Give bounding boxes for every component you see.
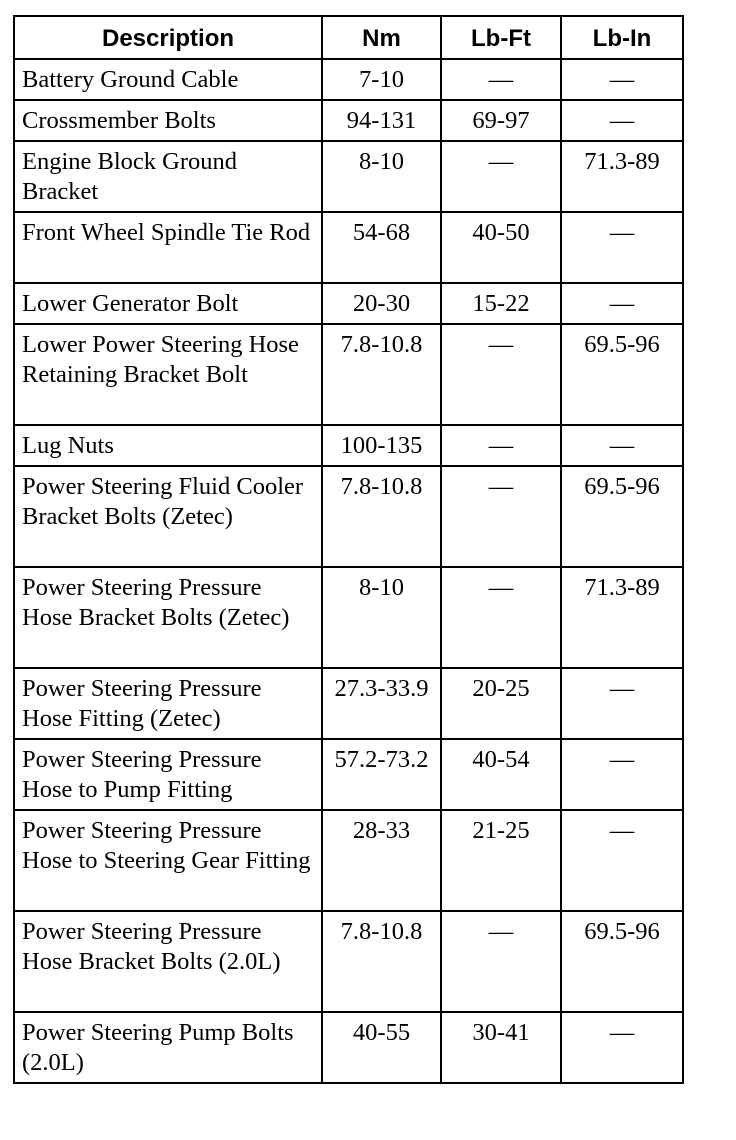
cell-nm: 94-131 bbox=[322, 100, 441, 141]
cell-nm: 7-10 bbox=[322, 59, 441, 100]
cell-lbft: 20-25 bbox=[441, 668, 561, 739]
cell-nm: 8-10 bbox=[322, 141, 441, 212]
cell-lbft: 15-22 bbox=[441, 283, 561, 324]
cell-lbft: — bbox=[441, 567, 561, 668]
cell-description: Lug Nuts bbox=[14, 425, 322, 466]
header-nm: Nm bbox=[322, 16, 441, 59]
table-row bbox=[14, 466, 683, 567]
cell-nm: 100-135 bbox=[322, 425, 441, 466]
table-row bbox=[14, 911, 683, 1012]
cell-lbin: 69.5-96 bbox=[561, 911, 683, 1012]
cell-lbft: — bbox=[441, 425, 561, 466]
cell-nm: 7.8-10.8 bbox=[322, 911, 441, 1012]
cell-description: Power Steering Pressure Hose to Pump Fitting bbox=[14, 739, 322, 810]
torque-spec-table bbox=[13, 15, 684, 1084]
cell-lbin: 69.5-96 bbox=[561, 324, 683, 425]
cell-lbft: — bbox=[441, 324, 561, 425]
cell-lbft: 21-25 bbox=[441, 810, 561, 911]
table-row bbox=[14, 100, 683, 141]
cell-nm: 27.3-33.9 bbox=[322, 668, 441, 739]
cell-description: Power Steering Pressure Hose to Steering Gear Fitting bbox=[14, 810, 322, 911]
cell-description: Front Wheel Spindle Tie Rod bbox=[14, 212, 322, 283]
cell-nm: 7.8-10.8 bbox=[322, 466, 441, 567]
table-row bbox=[14, 324, 683, 425]
table-row bbox=[14, 810, 683, 911]
cell-nm: 57.2-73.2 bbox=[322, 739, 441, 810]
table-row bbox=[14, 283, 683, 324]
table-row bbox=[14, 141, 683, 212]
header-lbft: Lb-Ft bbox=[441, 16, 561, 59]
cell-description: Lower Generator Bolt bbox=[14, 283, 322, 324]
cell-lbin: — bbox=[561, 739, 683, 810]
cell-lbin: — bbox=[561, 668, 683, 739]
cell-nm: 7.8-10.8 bbox=[322, 324, 441, 425]
table-row bbox=[14, 668, 683, 739]
table-row bbox=[14, 567, 683, 668]
cell-description: Power Steering Pressure Hose Bracket Bolts (2.0L) bbox=[14, 911, 322, 1012]
cell-description: Power Steering Pressure Hose Fitting (Zetec) bbox=[14, 668, 322, 739]
cell-lbft: 40-50 bbox=[441, 212, 561, 283]
cell-lbin: — bbox=[561, 283, 683, 324]
cell-nm: 8-10 bbox=[322, 567, 441, 668]
cell-lbin: — bbox=[561, 59, 683, 100]
cell-description: Battery Ground Cable bbox=[14, 59, 322, 100]
table-row bbox=[14, 212, 683, 283]
cell-lbin: — bbox=[561, 212, 683, 283]
cell-lbft: — bbox=[441, 141, 561, 212]
cell-lbft: 69-97 bbox=[441, 100, 561, 141]
cell-nm: 28-33 bbox=[322, 810, 441, 911]
header-description: Description bbox=[14, 16, 322, 59]
cell-lbin: 71.3-89 bbox=[561, 567, 683, 668]
table-row bbox=[14, 425, 683, 466]
table-row bbox=[14, 59, 683, 100]
cell-nm: 54-68 bbox=[322, 212, 441, 283]
cell-lbin: — bbox=[561, 810, 683, 911]
cell-nm: 40-55 bbox=[322, 1012, 441, 1083]
cell-description: Engine Block Ground Bracket bbox=[14, 141, 322, 212]
cell-lbft: — bbox=[441, 466, 561, 567]
cell-description: Crossmember Bolts bbox=[14, 100, 322, 141]
cell-description: Power Steering Pressure Hose Bracket Bolts (Zetec) bbox=[14, 567, 322, 668]
header-lbin: Lb-In bbox=[561, 16, 683, 59]
cell-lbin: 71.3-89 bbox=[561, 141, 683, 212]
cell-description: Lower Power Steering Hose Retaining Bracket Bolt bbox=[14, 324, 322, 425]
cell-description: Power Steering Pump Bolts (2.0L) bbox=[14, 1012, 322, 1083]
cell-lbin: — bbox=[561, 425, 683, 466]
cell-description: Power Steering Fluid Cooler Bracket Bolts (Zetec) bbox=[14, 466, 322, 567]
cell-lbft: 30-41 bbox=[441, 1012, 561, 1083]
cell-lbin: 69.5-96 bbox=[561, 466, 683, 567]
header-row bbox=[14, 16, 683, 59]
cell-lbft: 40-54 bbox=[441, 739, 561, 810]
cell-lbft: — bbox=[441, 911, 561, 1012]
cell-lbin: — bbox=[561, 1012, 683, 1083]
cell-lbft: — bbox=[441, 59, 561, 100]
cell-nm: 20-30 bbox=[322, 283, 441, 324]
table-row bbox=[14, 1012, 683, 1083]
cell-lbin: — bbox=[561, 100, 683, 141]
table-row bbox=[14, 739, 683, 810]
